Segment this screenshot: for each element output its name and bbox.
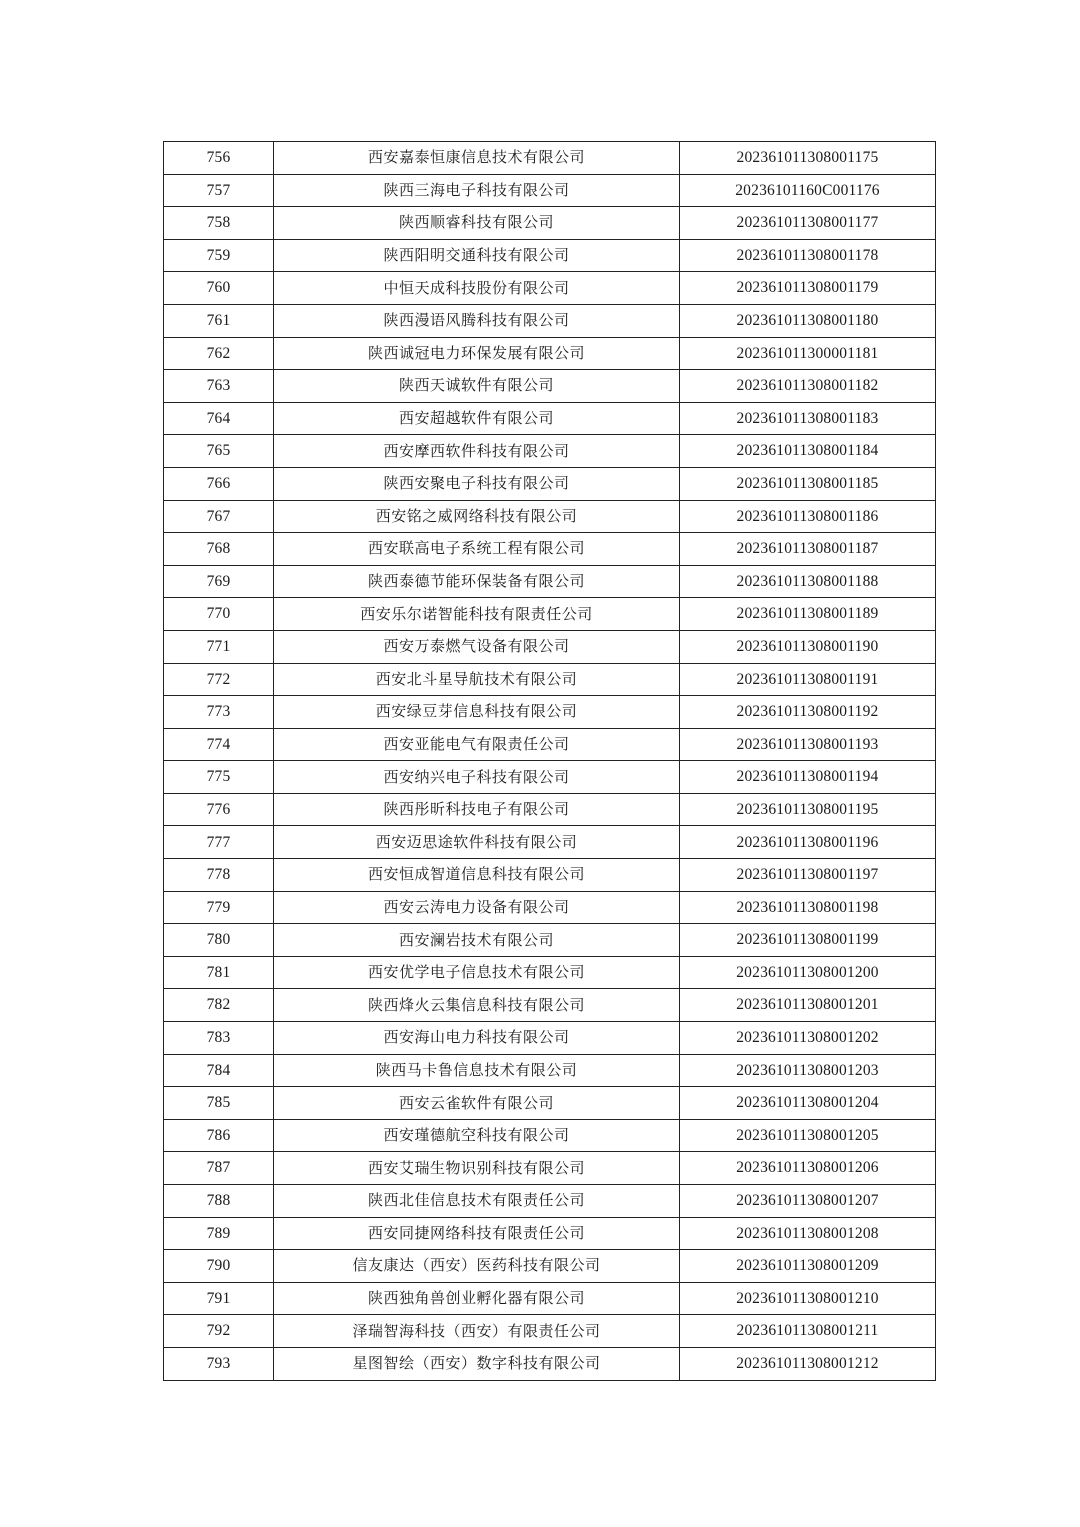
table-row — [164, 304, 936, 337]
registration-code-cell: 202361011308001196 — [680, 826, 936, 859]
table-row — [164, 533, 936, 566]
company-name-cell: 西安瑾德航空科技有限公司 — [274, 1119, 680, 1152]
registration-code-cell: 20236101160C001176 — [680, 174, 936, 207]
company-name-cell: 陕西烽火云集信息科技有限公司 — [274, 989, 680, 1022]
row-number-cell: 760 — [164, 272, 274, 305]
table-row — [164, 598, 936, 631]
table-row — [164, 1347, 936, 1380]
table-row — [164, 1282, 936, 1315]
company-name-cell: 西安万泰燃气设备有限公司 — [274, 630, 680, 663]
registration-code-cell: 202361011308001203 — [680, 1054, 936, 1087]
registration-code-cell: 202361011308001191 — [680, 663, 936, 696]
row-number-cell: 791 — [164, 1282, 274, 1315]
table-row — [164, 1185, 936, 1218]
company-name-cell: 西安澜岩技术有限公司 — [274, 924, 680, 957]
registration-code-cell: 202361011308001193 — [680, 728, 936, 761]
row-number-cell: 769 — [164, 565, 274, 598]
registration-code-cell: 202361011308001204 — [680, 1087, 936, 1120]
registration-code-cell: 202361011308001210 — [680, 1282, 936, 1315]
table-row — [164, 565, 936, 598]
registration-code-cell: 202361011308001202 — [680, 1022, 936, 1055]
row-number-cell: 768 — [164, 533, 274, 566]
table-body — [164, 142, 936, 1381]
table-row — [164, 956, 936, 989]
table-row — [164, 696, 936, 729]
company-name-cell: 西安乐尔诺智能科技有限责任公司 — [274, 598, 680, 631]
table-row — [164, 467, 936, 500]
row-number-cell: 773 — [164, 696, 274, 729]
row-number-cell: 777 — [164, 826, 274, 859]
company-name-cell: 西安恒成智道信息科技有限公司 — [274, 859, 680, 892]
registration-code-cell: 202361011300001181 — [680, 337, 936, 370]
row-number-cell: 786 — [164, 1119, 274, 1152]
row-number-cell: 761 — [164, 304, 274, 337]
table-row — [164, 924, 936, 957]
table-row — [164, 1315, 936, 1348]
row-number-cell: 790 — [164, 1250, 274, 1283]
registration-code-cell: 202361011308001180 — [680, 304, 936, 337]
company-name-cell: 星图智绘（西安）数字科技有限公司 — [274, 1347, 680, 1380]
table-row — [164, 207, 936, 240]
table-row — [164, 1087, 936, 1120]
table-row — [164, 859, 936, 892]
table-row — [164, 728, 936, 761]
row-number-cell: 757 — [164, 174, 274, 207]
table-row — [164, 1022, 936, 1055]
table-row — [164, 1119, 936, 1152]
table-row — [164, 989, 936, 1022]
company-name-cell: 西安摩西软件科技有限公司 — [274, 435, 680, 468]
row-number-cell: 772 — [164, 663, 274, 696]
table-row — [164, 142, 936, 175]
table-row — [164, 630, 936, 663]
table-row — [164, 239, 936, 272]
company-name-cell: 陕西泰德节能环保装备有限公司 — [274, 565, 680, 598]
registration-code-cell: 202361011308001175 — [680, 142, 936, 175]
row-number-cell: 784 — [164, 1054, 274, 1087]
company-name-cell: 陕西天诚软件有限公司 — [274, 370, 680, 403]
registration-code-cell: 202361011308001194 — [680, 761, 936, 794]
registration-code-cell: 202361011308001188 — [680, 565, 936, 598]
table-row — [164, 1152, 936, 1185]
company-name-cell: 西安纳兴电子科技有限公司 — [274, 761, 680, 794]
table-row — [164, 761, 936, 794]
row-number-cell: 766 — [164, 467, 274, 500]
table-row — [164, 1217, 936, 1250]
row-number-cell: 758 — [164, 207, 274, 240]
registration-code-cell: 202361011308001187 — [680, 533, 936, 566]
table-row — [164, 370, 936, 403]
row-number-cell: 779 — [164, 891, 274, 924]
company-name-cell: 西安绿豆芽信息科技有限公司 — [274, 696, 680, 729]
company-name-cell: 陕西独角兽创业孵化器有限公司 — [274, 1282, 680, 1315]
company-name-cell: 泽瑞智海科技（西安）有限责任公司 — [274, 1315, 680, 1348]
registration-code-cell: 202361011308001183 — [680, 402, 936, 435]
company-name-cell: 信友康达（西安）医药科技有限公司 — [274, 1250, 680, 1283]
company-name-cell: 陕西北佳信息技术有限责任公司 — [274, 1185, 680, 1218]
table-row — [164, 826, 936, 859]
company-name-cell: 西安超越软件有限公司 — [274, 402, 680, 435]
registration-code-cell: 202361011308001178 — [680, 239, 936, 272]
registration-code-cell: 202361011308001184 — [680, 435, 936, 468]
row-number-cell: 778 — [164, 859, 274, 892]
row-number-cell: 756 — [164, 142, 274, 175]
company-name-cell: 陕西三海电子科技有限公司 — [274, 174, 680, 207]
row-number-cell: 787 — [164, 1152, 274, 1185]
row-number-cell: 770 — [164, 598, 274, 631]
registration-code-cell: 202361011308001212 — [680, 1347, 936, 1380]
registration-code-cell: 202361011308001177 — [680, 207, 936, 240]
table-row — [164, 337, 936, 370]
registration-code-cell: 202361011308001201 — [680, 989, 936, 1022]
registration-code-cell: 202361011308001185 — [680, 467, 936, 500]
company-name-cell: 陕西漫语风腾科技有限公司 — [274, 304, 680, 337]
company-name-cell: 西安亚能电气有限责任公司 — [274, 728, 680, 761]
row-number-cell: 762 — [164, 337, 274, 370]
table-row — [164, 793, 936, 826]
company-name-cell: 陕西安聚电子科技有限公司 — [274, 467, 680, 500]
row-number-cell: 764 — [164, 402, 274, 435]
registration-code-cell: 202361011308001211 — [680, 1315, 936, 1348]
company-name-cell: 陕西马卡鲁信息技术有限公司 — [274, 1054, 680, 1087]
registration-code-cell: 202361011308001200 — [680, 956, 936, 989]
row-number-cell: 763 — [164, 370, 274, 403]
row-number-cell: 785 — [164, 1087, 274, 1120]
row-number-cell: 781 — [164, 956, 274, 989]
company-name-cell: 陕西彤昕科技电子有限公司 — [274, 793, 680, 826]
registration-code-cell: 202361011308001189 — [680, 598, 936, 631]
company-name-cell: 西安迈思途软件科技有限公司 — [274, 826, 680, 859]
registration-code-cell: 202361011308001182 — [680, 370, 936, 403]
registration-code-cell: 202361011308001208 — [680, 1217, 936, 1250]
company-name-cell: 西安联高电子系统工程有限公司 — [274, 533, 680, 566]
registration-code-cell: 202361011308001209 — [680, 1250, 936, 1283]
company-name-cell: 中恒天成科技股份有限公司 — [274, 272, 680, 305]
row-number-cell: 780 — [164, 924, 274, 957]
registration-code-cell: 202361011308001205 — [680, 1119, 936, 1152]
table-row — [164, 402, 936, 435]
table-row — [164, 500, 936, 533]
row-number-cell: 788 — [164, 1185, 274, 1218]
registration-code-cell: 202361011308001207 — [680, 1185, 936, 1218]
company-name-cell: 西安云雀软件有限公司 — [274, 1087, 680, 1120]
table-row — [164, 174, 936, 207]
row-number-cell: 776 — [164, 793, 274, 826]
company-name-cell: 西安嘉泰恒康信息技术有限公司 — [274, 142, 680, 175]
registration-code-cell: 202361011308001197 — [680, 859, 936, 892]
row-number-cell: 775 — [164, 761, 274, 794]
company-name-cell: 西安艾瑞生物识别科技有限公司 — [274, 1152, 680, 1185]
company-name-cell: 陕西阳明交通科技有限公司 — [274, 239, 680, 272]
row-number-cell: 792 — [164, 1315, 274, 1348]
registration-code-cell: 202361011308001206 — [680, 1152, 936, 1185]
row-number-cell: 774 — [164, 728, 274, 761]
registration-code-cell: 202361011308001190 — [680, 630, 936, 663]
company-name-cell: 西安海山电力科技有限公司 — [274, 1022, 680, 1055]
registration-code-cell: 202361011308001179 — [680, 272, 936, 305]
company-name-cell: 陕西顺睿科技有限公司 — [274, 207, 680, 240]
table-row — [164, 891, 936, 924]
row-number-cell: 793 — [164, 1347, 274, 1380]
table-row — [164, 663, 936, 696]
table-row — [164, 1250, 936, 1283]
company-name-cell: 西安铭之威网络科技有限公司 — [274, 500, 680, 533]
company-name-cell: 西安北斗星导航技术有限公司 — [274, 663, 680, 696]
company-name-cell: 西安优学电子信息技术有限公司 — [274, 956, 680, 989]
row-number-cell: 789 — [164, 1217, 274, 1250]
table-row — [164, 1054, 936, 1087]
row-number-cell: 771 — [164, 630, 274, 663]
registration-code-cell: 202361011308001195 — [680, 793, 936, 826]
row-number-cell: 783 — [164, 1022, 274, 1055]
registration-code-cell: 202361011308001186 — [680, 500, 936, 533]
row-number-cell: 782 — [164, 989, 274, 1022]
table-row — [164, 435, 936, 468]
row-number-cell: 759 — [164, 239, 274, 272]
company-name-cell: 西安同捷网络科技有限责任公司 — [274, 1217, 680, 1250]
company-name-cell: 陕西诚冠电力环保发展有限公司 — [274, 337, 680, 370]
company-name-cell: 西安云涛电力设备有限公司 — [274, 891, 680, 924]
table-row — [164, 272, 936, 305]
row-number-cell: 767 — [164, 500, 274, 533]
row-number-cell: 765 — [164, 435, 274, 468]
company-registry-table — [163, 141, 936, 1381]
registration-code-cell: 202361011308001199 — [680, 924, 936, 957]
registration-code-cell: 202361011308001198 — [680, 891, 936, 924]
registration-code-cell: 202361011308001192 — [680, 696, 936, 729]
